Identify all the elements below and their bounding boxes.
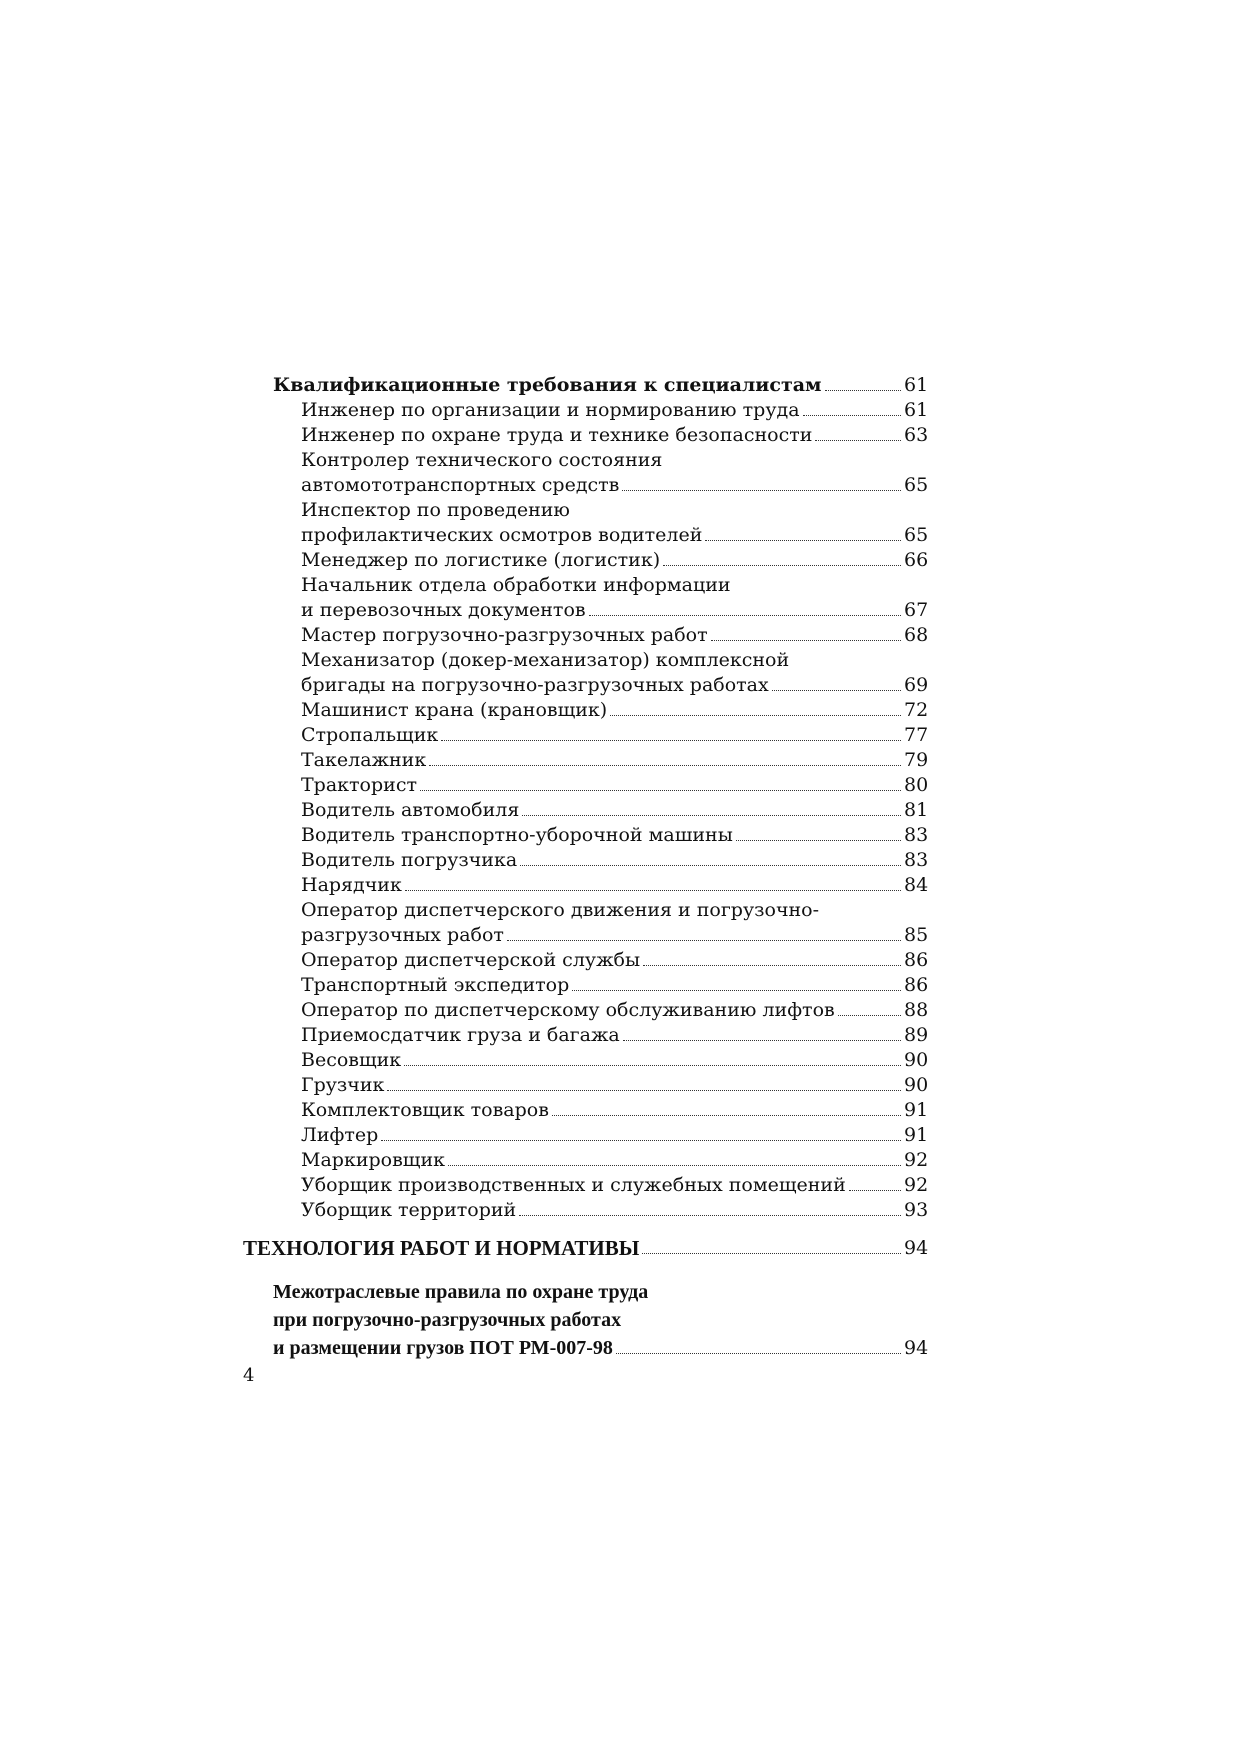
leader-dots <box>519 1215 901 1216</box>
toc-page-number: 83 <box>904 824 929 846</box>
toc-entry-row <box>243 548 929 573</box>
toc-entry-title: Приемосдатчик груза и багажа <box>301 1024 620 1046</box>
toc-entry-title: Контролер технического состояния <box>301 449 663 471</box>
toc-entry-title: Стропальщик <box>301 724 439 746</box>
leader-dots <box>507 940 901 941</box>
toc-entry-row <box>243 598 929 623</box>
toc-page-number: 81 <box>904 799 929 821</box>
leader-dots <box>522 815 901 816</box>
toc-page-number: 91 <box>904 1124 929 1146</box>
leader-dots <box>736 840 901 841</box>
leader-dots <box>552 1115 901 1116</box>
leader-dots <box>420 790 901 791</box>
section-page-number: 94 <box>904 1237 929 1259</box>
toc-page-number: 84 <box>904 874 929 896</box>
toc-entry-row <box>243 473 929 498</box>
toc-page-number: 67 <box>904 599 929 621</box>
toc-entry-title: Тракторист <box>301 774 417 796</box>
toc-entry-row <box>243 723 929 748</box>
toc-section-heading <box>243 1235 929 1261</box>
leader-dots <box>772 690 901 691</box>
leader-dots <box>589 615 901 616</box>
toc-entry-title: бригады на погрузочно-разгрузочных работах <box>301 674 769 696</box>
leader-dots <box>838 1015 901 1016</box>
toc-entry-row <box>243 398 929 423</box>
toc-entry-title: Начальник отдела обработки информации <box>301 574 731 596</box>
leader-dots <box>803 415 901 416</box>
leader-dots <box>643 965 901 966</box>
page-number: 4 <box>243 1365 255 1386</box>
leader-dots <box>825 390 901 391</box>
toc-entry-row <box>243 898 926 923</box>
toc-entry-row <box>243 798 929 823</box>
subsection-line-1: Межотраслевые правила по охране труда <box>273 1281 649 1303</box>
toc-entry-row <box>243 1198 929 1223</box>
leader-dots <box>705 540 901 541</box>
toc-page-number: 61 <box>904 399 929 421</box>
toc-entry-row <box>243 1173 929 1198</box>
leader-dots <box>623 1040 901 1041</box>
toc-page-number: 65 <box>904 524 929 546</box>
toc-entry-title: Водитель автомобиля <box>301 799 520 821</box>
toc-entry-title: профилактических осмотров водителей <box>301 524 703 546</box>
toc-entry-title: Транспортный экспедитор <box>301 974 570 996</box>
toc-entry-title: Маркировщик <box>301 1149 445 1171</box>
toc-page-number: 93 <box>904 1199 929 1221</box>
toc-page-number: 85 <box>904 924 929 946</box>
table-of-contents <box>243 373 929 1223</box>
toc-page-number: 90 <box>904 1049 929 1071</box>
toc-entry-title: Лифтер <box>301 1124 379 1146</box>
toc-entry-title: Инженер по организации и нормированию труда <box>301 399 800 421</box>
toc-page-number: 86 <box>904 949 929 971</box>
toc-entry-title: Машинист крана (крановщик) <box>301 699 608 721</box>
toc-page-number: 92 <box>904 1149 929 1171</box>
toc-entry-row <box>243 998 929 1023</box>
toc-page-number: 69 <box>904 674 929 696</box>
toc-entry-title: Такелажник <box>301 749 427 771</box>
toc-entry-title: Инженер по охране труда и технике безопасности <box>301 424 813 446</box>
toc-entry-row <box>243 1073 929 1098</box>
toc-entry-title: Оператор диспетчерской службы <box>301 949 641 971</box>
toc-page-number: 63 <box>904 424 929 446</box>
toc-entry-title: Водитель транспортно-уборочной машины <box>301 824 733 846</box>
toc-entry-row <box>243 1148 929 1173</box>
leader-dots <box>448 1165 901 1166</box>
leader-dots <box>520 865 901 866</box>
toc-entry-row <box>243 498 926 523</box>
leader-dots <box>616 1353 901 1354</box>
toc-page-number: 68 <box>904 624 929 646</box>
subsection-page-number: 94 <box>904 1337 929 1359</box>
leader-dots <box>405 890 901 891</box>
toc-entry-title: Инспектор по проведению <box>301 499 570 521</box>
leader-dots <box>429 765 901 766</box>
toc-entry-row <box>243 573 926 598</box>
toc-entry-row <box>243 873 929 898</box>
toc-page-number: 79 <box>904 749 929 771</box>
toc-page-number: 83 <box>904 849 929 871</box>
toc-subsection-entry <box>273 1278 929 1362</box>
toc-entry-row <box>243 1048 929 1073</box>
toc-page-number: 72 <box>904 699 929 721</box>
toc-entry-row <box>243 848 929 873</box>
toc-entry-title: Комплектовщик товаров <box>301 1099 549 1121</box>
toc-entry-row <box>243 773 929 798</box>
toc-page-number: 90 <box>904 1074 929 1096</box>
toc-list <box>243 373 929 1223</box>
toc-heading-row <box>243 373 929 398</box>
toc-entry-title: Оператор по диспетчерскому обслуживанию лифтов <box>301 999 835 1021</box>
toc-page-number: 66 <box>904 549 929 571</box>
toc-entry-row <box>243 523 929 548</box>
toc-entry-title: Оператор диспетчерского движения и погрузочно- <box>301 899 820 921</box>
leader-dots <box>622 490 901 491</box>
toc-entry-title: Мастер погрузочно-разгрузочных работ <box>301 624 708 646</box>
toc-page-number: 65 <box>904 474 929 496</box>
toc-entry-row <box>243 623 929 648</box>
subsection-line-3: и размещении грузов ПОТ РМ-007-98 <box>273 1337 613 1359</box>
leader-dots <box>610 715 901 716</box>
subsection-line-2: при погрузочно-разгрузочных работах <box>273 1309 622 1331</box>
toc-entry-row <box>243 923 929 948</box>
toc-entry-row <box>243 823 929 848</box>
toc-entry-title: Механизатор (докер-механизатор) комплексной <box>301 649 790 671</box>
toc-entry-row <box>243 648 926 673</box>
toc-page-number: 91 <box>904 1099 929 1121</box>
toc-page-number: 88 <box>904 999 929 1021</box>
toc-entry-title: Уборщик территорий <box>301 1199 517 1221</box>
leader-dots <box>387 1090 901 1091</box>
leader-dots <box>711 640 901 641</box>
leader-dots <box>815 440 901 441</box>
toc-page-number: 61 <box>904 374 929 396</box>
leader-dots <box>404 1065 901 1066</box>
leader-dots <box>849 1190 901 1191</box>
toc-entry-row <box>243 948 929 973</box>
toc-page-number: 80 <box>904 774 929 796</box>
toc-entry-title: автомототранспортных средств <box>301 474 620 496</box>
toc-entry-row <box>243 448 926 473</box>
toc-page-number: 77 <box>904 724 929 746</box>
section-title: ТЕХНОЛОГИЯ РАБОТ И НОРМАТИВЫ <box>243 1236 640 1260</box>
leader-dots <box>642 1253 901 1254</box>
toc-entry-row <box>243 1123 929 1148</box>
toc-entry-row <box>243 423 929 448</box>
leader-dots <box>381 1140 901 1141</box>
toc-entry-title: Менеджер по логистике (логистик) <box>301 549 661 571</box>
toc-entry-row <box>243 748 929 773</box>
toc-page-number: 89 <box>904 1024 929 1046</box>
toc-entry-row <box>243 1098 929 1123</box>
toc-entry-title: разгрузочных работ <box>301 924 504 946</box>
toc-entry-title: Нарядчик <box>301 874 402 896</box>
toc-entry-title: и перевозочных документов <box>301 599 586 621</box>
toc-entry-row <box>243 973 929 998</box>
toc-entry-row <box>243 1023 929 1048</box>
toc-page-number: 92 <box>904 1174 929 1196</box>
toc-entry-row <box>243 673 929 698</box>
leader-dots <box>663 565 901 566</box>
toc-entry-row <box>243 698 929 723</box>
subsection-line-3-row <box>273 1334 929 1362</box>
toc-entry-title: Уборщик производственных и служебных помещений <box>301 1174 846 1196</box>
toc-entry-title: Грузчик <box>301 1074 385 1096</box>
leader-dots <box>572 990 901 991</box>
toc-entry-title: Водитель погрузчика <box>301 849 518 871</box>
toc-entry-title: Весовщик <box>301 1049 402 1071</box>
toc-page-number: 86 <box>904 974 929 996</box>
leader-dots <box>441 740 901 741</box>
toc-entry-title: Квалификационные требования к специалистам <box>273 374 822 396</box>
